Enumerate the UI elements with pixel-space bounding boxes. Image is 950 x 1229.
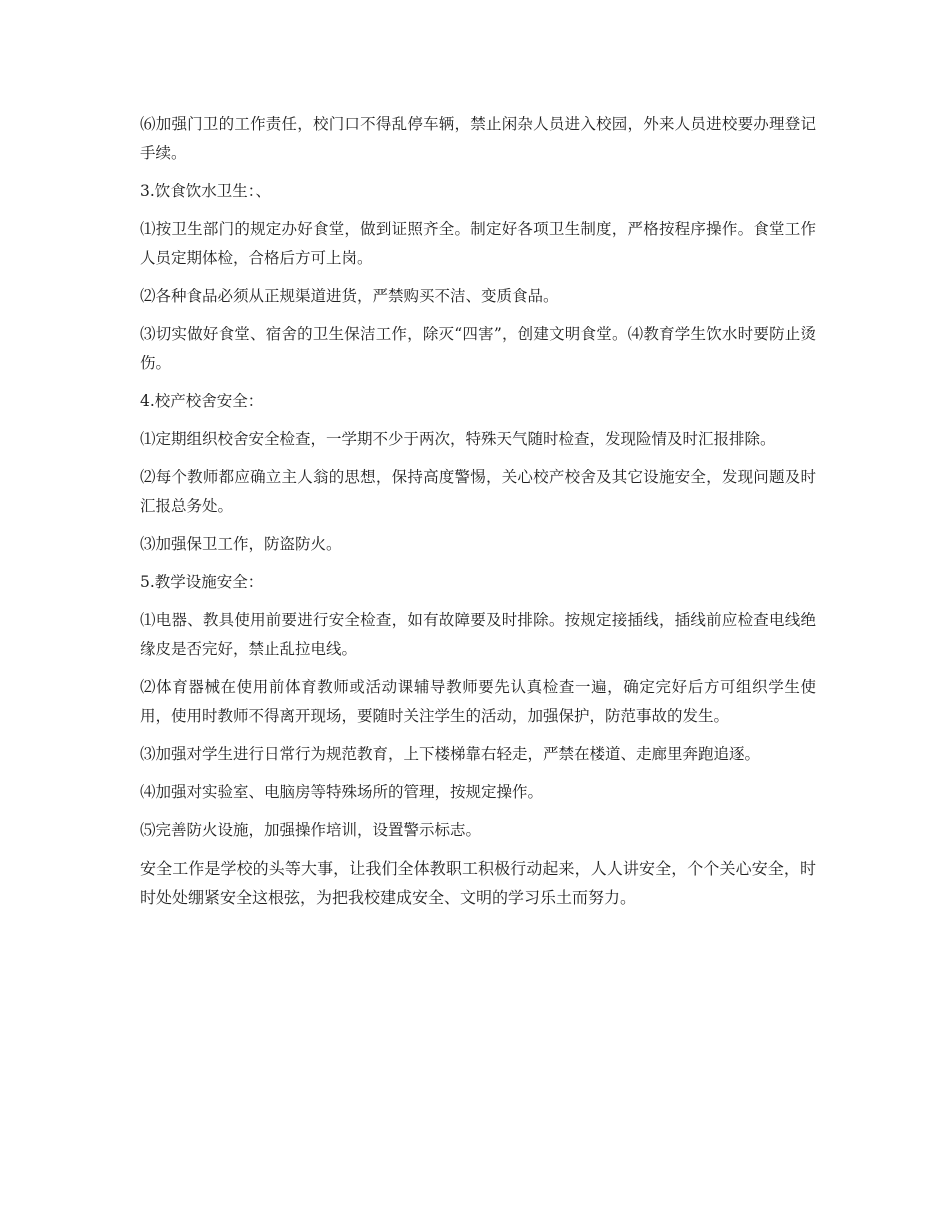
item-gate-duty: ⑹加强门卫的工作责任，校门口不得乱停车辆，禁止闲杂人员进入校园，外来人员进校要办理登记手续。 <box>140 115 816 162</box>
section-heading-building-safety: 4.校产校舍安全： <box>140 392 264 410</box>
document-body <box>140 110 816 921</box>
item-canteen-license: ⑴按卫生部门的规定办好食堂，做到证照齐全。制定好各项卫生制度，严格按程序操作。食堂工作人员定期体检，合格后方可上岗。 <box>140 220 816 267</box>
item-behavior-education: ⑶加强对学生进行日常行为规范教育，上下楼梯靠右轻走，严禁在楼道、走廊里奔跑追逐。 <box>140 745 761 763</box>
item-teacher-vigilance: ⑵每个教师都应确立主人翁的思想，保持高度警惕，关心校产校舍及其它设施安全，发现问题及时汇报总务处。 <box>140 468 816 515</box>
item-special-rooms: ⑷加强对实验室、电脑房等特殊场所的管理，按规定操作。 <box>140 783 544 801</box>
item-security-fire: ⑶加强保卫工作，防盗防火。 <box>140 535 342 553</box>
item-building-inspection: ⑴定期组织校舍安全检查，一学期不少于两次，特殊天气随时检查，发现险情及时汇报排除。 <box>140 430 776 448</box>
item-sports-equipment: ⑵体育器械在使用前体育教师或活动课辅导教师要先认真检查一遍，确定完好后方可组织学生使用，使用时教师不得离开现场，要随时关注学生的活动，加强保护，防范事故的发生。 <box>140 678 816 725</box>
section-heading-food-water: 3.饮食饮水卫生：、 <box>140 182 272 200</box>
item-electrical-check: ⑴电器、教具使用前要进行安全检查，如有故障要及时排除。按规定接插线，插线前应检查电线绝缘皮是否完好，禁止乱拉电线。 <box>140 611 816 658</box>
item-hygiene-cleaning: ⑶切实做好食堂、宿舍的卫生保洁工作，除灭“四害”，创建文明食堂。⑷教育学生饮水时要防止烫伤。 <box>140 325 816 372</box>
item-fire-facilities: ⑸完善防火设施，加强操作培训，设置警示标志。 <box>140 821 482 839</box>
closing-paragraph: 安全工作是学校的头等大事，让我们全体教职工积极行动起来，人人讲安全，个个关心安全，时时处处绷紧安全这根弦，为把我校建成安全、文明的学习乐土而努力。 <box>140 859 816 907</box>
item-food-sourcing: ⑵各种食品必须从正规渠道进货，严禁购买不洁、变质食品。 <box>140 287 559 305</box>
section-heading-teaching-facilities: 5.教学设施安全： <box>140 573 264 591</box>
